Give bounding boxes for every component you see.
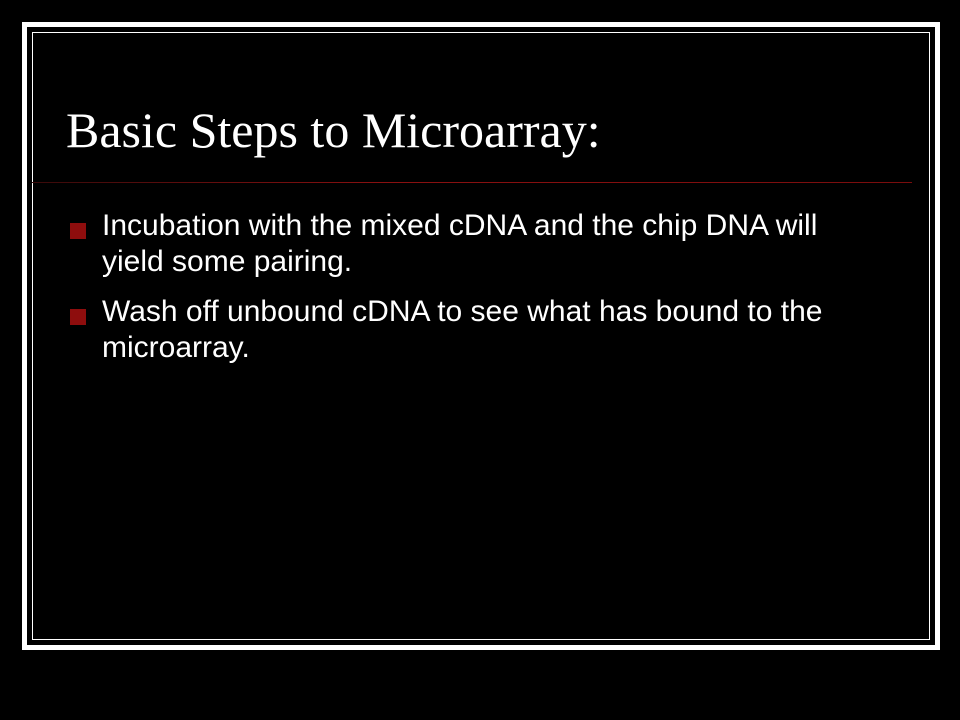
- bullet-list: [66, 208, 886, 380]
- bullet-text: Incubation with the mixed cDNA and the chip DNA will yield some pairing.: [102, 209, 818, 278]
- title-divider: [32, 182, 912, 183]
- bullet-text: Wash off unbound cDNA to see what has bound to the microarray.: [102, 295, 823, 364]
- bullet-item: [66, 294, 886, 366]
- slide-title: Basic Steps to Microarray:: [66, 102, 601, 158]
- square-bullet-icon: [70, 309, 86, 325]
- square-bullet-icon: [70, 223, 86, 239]
- bullet-item: [66, 208, 886, 280]
